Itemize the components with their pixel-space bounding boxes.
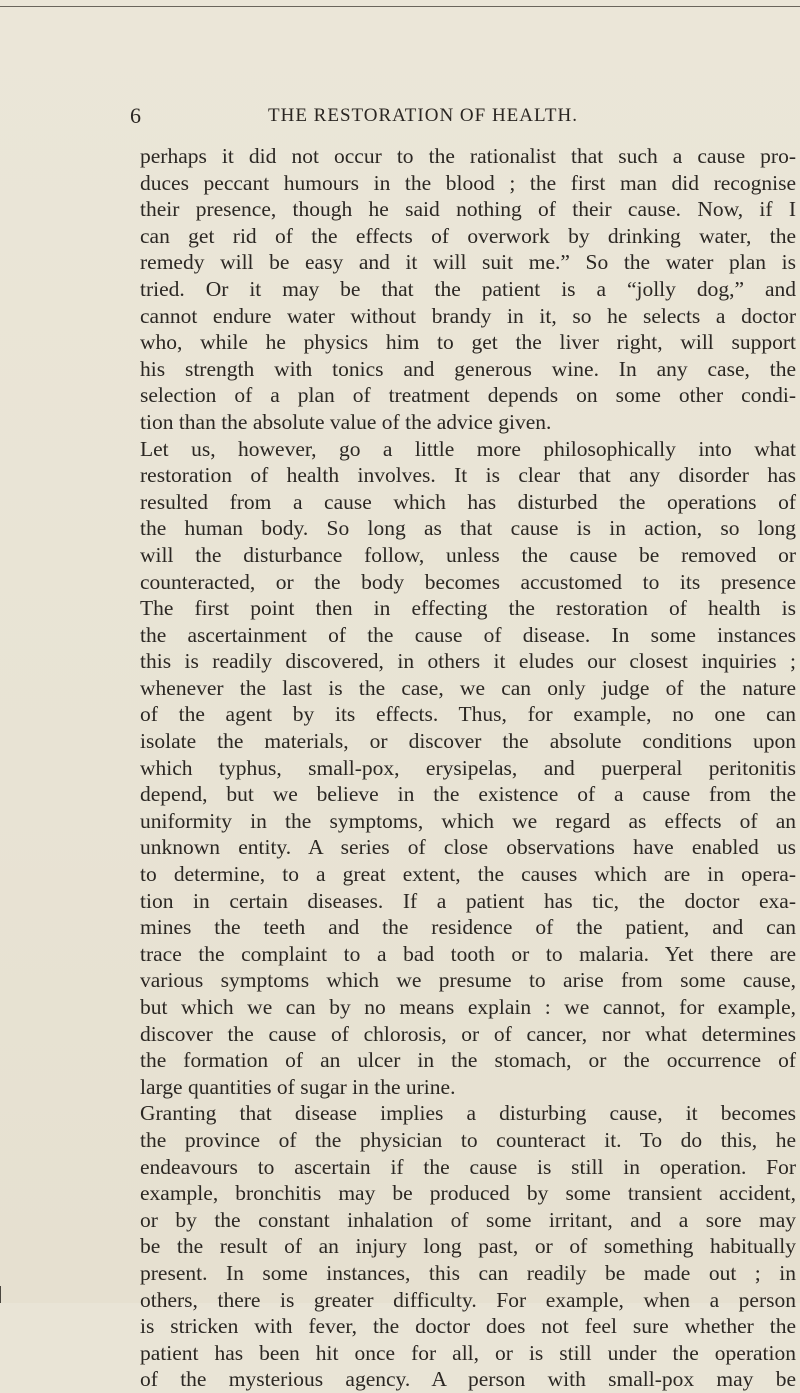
text-line: to determine, to a great extent, the causes which are in opera- bbox=[140, 862, 796, 887]
text-line: the human body. So long as that cause is in action, so long bbox=[140, 516, 796, 541]
text-line: isolate the materials, or discover the absolute conditions upon bbox=[140, 729, 796, 754]
text-line: uniformity in the symptoms, which we regard as effects of an bbox=[140, 808, 796, 833]
text-line: remedy will be easy and it will suit me.” So the water plan is bbox=[140, 250, 796, 275]
running-header bbox=[130, 103, 795, 131]
text-line: tion than the absolute value of the advice given. bbox=[140, 409, 552, 434]
body-text bbox=[140, 143, 796, 1393]
text-line: Granting that disease implies a disturbing cause, it becomes bbox=[140, 1101, 796, 1126]
text-line: this is readily discovered, in others it eludes our closest inquiries ; bbox=[140, 649, 796, 674]
text-line: tion in certain diseases. If a patient has tic, the doctor exa- bbox=[140, 888, 796, 913]
text-line: can get rid of the effects of overwork by drinking water, the bbox=[140, 223, 796, 248]
text-line: but which we can by no means explain : we cannot, for example, bbox=[140, 995, 796, 1019]
text-line: mines the teeth and the residence of the patient, and can bbox=[140, 915, 796, 940]
text-line: be the result of an injury long past, or of something habitually bbox=[140, 1234, 796, 1259]
text-line: tried. Or it may be that the patient is a “jolly dog,” and bbox=[140, 276, 796, 301]
text-line: of the mysterious agency. A person with small-pox may be bbox=[140, 1367, 796, 1392]
text-line: of the agent by its effects. Thus, for example, no one can bbox=[140, 702, 796, 727]
running-title: THE RESTORATION OF HEALTH. bbox=[268, 105, 578, 126]
text-line: discover the cause of chlorosis, or of cancer, nor what determines bbox=[140, 1021, 796, 1046]
text-line: Let us, however, go a little more philosophically into what bbox=[140, 436, 796, 461]
text-line: duces peccant humours in the blood ; the first man did recognise bbox=[140, 170, 796, 195]
top-edge-rule bbox=[0, 6, 800, 7]
text-line: counteracted, or the body becomes accustomed to its presence bbox=[140, 569, 796, 594]
text-line: example, bronchitis may be produced by some transient accident, bbox=[140, 1181, 796, 1206]
corner-crop-mark bbox=[0, 1286, 9, 1303]
text-line: various symptoms which we presume to arise from some cause, bbox=[140, 968, 796, 993]
text-line: their presence, though he said nothing of their cause. Now, if I bbox=[140, 197, 796, 222]
text-line: who, while he physics him to get the liver right, will support bbox=[140, 330, 796, 355]
text-line: his strength with tonics and generous wine. In any case, the bbox=[140, 356, 796, 381]
text-line: others, there is greater difficulty. For example, when a person bbox=[140, 1287, 796, 1312]
text-line: selection of a plan of treatment depends on some other condi- bbox=[140, 383, 796, 408]
text-line: restoration of health involves. It is clear that any disorder has bbox=[140, 463, 796, 488]
text-line: depend, but we believe in the existence of a cause from the bbox=[140, 782, 796, 807]
text-line: is stricken with fever, the doctor does not feel sure whether the bbox=[140, 1314, 796, 1339]
page-number: 6 bbox=[130, 103, 141, 128]
text-line: the province of the physician to counteract it. To do this, he bbox=[140, 1127, 796, 1152]
text-line: or by the constant inhalation of some irritant, and a sore may bbox=[140, 1207, 796, 1232]
text-line: present. In some instances, this can readily be made out ; in bbox=[140, 1260, 796, 1285]
text-line: perhaps it did not occur to the rationalist that such a cause pro- bbox=[140, 144, 796, 168]
text-line: which typhus, small-pox, erysipelas, and puerperal peritonitis bbox=[140, 755, 796, 780]
text-line: trace the complaint to a bad tooth or to malaria. Yet there are bbox=[140, 941, 796, 966]
text-line: will the disturbance follow, unless the cause be removed or bbox=[140, 542, 796, 567]
text-line: large quantities of sugar in the urine. bbox=[140, 1074, 456, 1099]
text-line: whenever the last is the case, we can only judge of the nature bbox=[140, 675, 796, 700]
text-line: endeavours to ascertain if the cause is still in operation. For bbox=[140, 1154, 796, 1179]
text-line: unknown entity. A series of close observations have enabled us bbox=[140, 835, 796, 860]
text-line: the ascertainment of the cause of disease. In some instances bbox=[140, 622, 796, 647]
text-line: cannot endure water without brandy in it, so he selects a doctor bbox=[140, 303, 796, 328]
text-line: patient has been hit once for all, or is still under the operation bbox=[140, 1340, 796, 1365]
text-line: The first point then in effecting the restoration of health is bbox=[140, 596, 796, 621]
text-line: resulted from a cause which has disturbed the operations of bbox=[140, 489, 796, 514]
text-line: the formation of an ulcer in the stomach, or the occurrence of bbox=[140, 1048, 796, 1073]
